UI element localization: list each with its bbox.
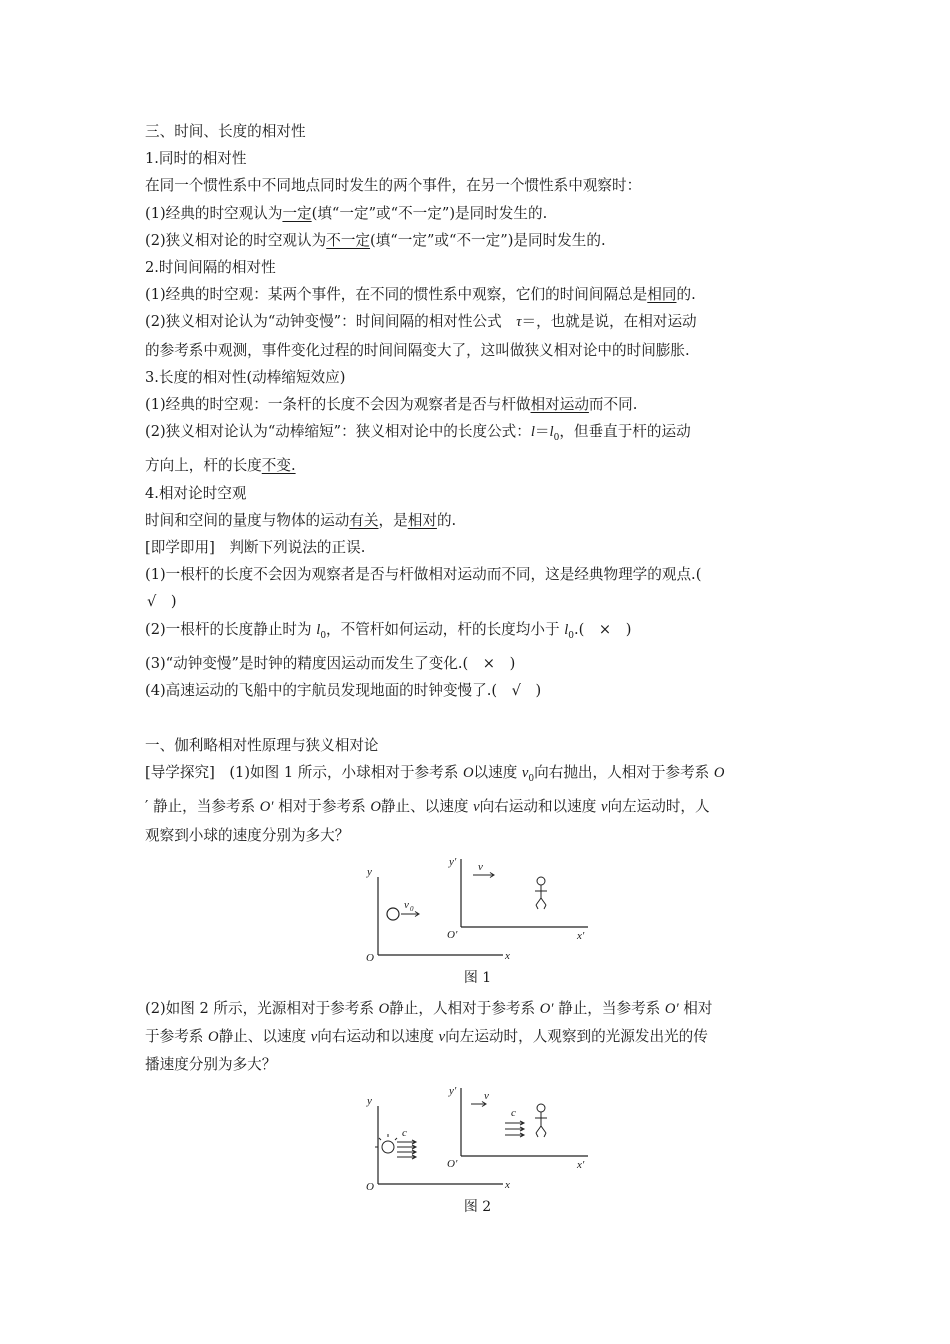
paragraph: (2)狭义相对论认为“动钟变慢”：时间间隔的相对性公式 τ＝，也就是说，在相对运动 [145, 313, 697, 331]
frame-velocity-label: v [483, 1090, 489, 1103]
velocity-label: v [403, 898, 409, 911]
svg-text:0: 0 [409, 904, 413, 913]
fill-answer: 一定 [282, 204, 312, 222]
paragraph: (2)狭义相对论认为“动棒缩短”：狭义相对论中的长度公式：$l=l_0$，但垂直于杆的运动 [145, 423, 691, 444]
tau-symbol: τ [516, 314, 522, 331]
figure-2 [363, 1084, 593, 1196]
origin-label-prime: O′ [446, 928, 457, 941]
quiz-item: (3)“动钟变慢”是时钟的精度因运动而发生了变化.( × ) [145, 654, 516, 672]
axis-label-x: x [504, 949, 510, 962]
axis-label-y: y [366, 865, 372, 878]
fill-answer: 相对运动 [530, 396, 589, 414]
quiz-heading: [即学即用] 判断下列说法的正误. [145, 538, 366, 556]
subsection-heading: 2.时间间隔的相对性 [145, 259, 276, 277]
paragraph: [导学探究] (1)如图 1 所示，小球相对于参考系 O以速度 $v_0$向右抛出，人相对于参考系 O [145, 764, 725, 785]
axis-label-x-prime: x′ [576, 1159, 584, 1172]
fill-answer: 有关 [349, 511, 379, 529]
figure-caption: 图 1 [463, 969, 492, 986]
section-title: 三、时间、长度的相对性 [145, 123, 306, 140]
axis-label-y: y [366, 1095, 372, 1108]
paragraph: (2)狭义相对论的时空观认为不一定(填“一定”或“不一定”)是同时发生的. [145, 231, 606, 249]
subsection-heading: 3.长度的相对性(动棒缩短效应) [145, 368, 346, 386]
light-rays-icon [397, 1140, 416, 1159]
frame-velocity-label: v [477, 860, 483, 873]
quiz-item: (2)一根杆的长度静止时为 $l_0$，不管杆如何运动，杆的长度均小于 $l_0$.( × ) [145, 620, 632, 641]
fill-answer: 不一定 [326, 231, 371, 249]
paragraph: 的参考系中观测，事件变化过程的时间间隔变大了，这叫做狭义相对论中的时间膨胀. [145, 341, 690, 359]
figure-caption: 图 2 [463, 1199, 492, 1216]
paragraph: (1)经典的时空观：一条杆的长度不会因为观察者是否与杆做相对运动而不同. [145, 396, 638, 414]
paragraph: (1)经典的时空观：某两个事件，在不同的惯性系中观察，它们的时间间隔总是相同的. [145, 286, 696, 304]
origin-label: O [365, 1181, 374, 1194]
light-speed-label: c [510, 1107, 516, 1120]
fill-answer: 相同 [647, 286, 677, 304]
document-page [145, 118, 810, 1218]
paragraph: 播速度分别为多大？ [145, 1056, 277, 1074]
axis-label-y-prime: y′ [448, 855, 456, 868]
origin-label-prime: O′ [446, 1158, 457, 1171]
quiz-item: (4)高速运动的飞船中的宇航员发现地面的时钟变慢了.( √ ) [145, 681, 542, 699]
figure-1 [363, 855, 593, 967]
paragraph: 时间和空间的量度与物体的运动有关，是相对的. [145, 511, 457, 529]
section-title: 一、伽利略相对性原理与狭义相对论 [145, 737, 379, 755]
origin-label: O [365, 951, 374, 964]
paragraph: (1)经典的时空观认为一定(填“一定”或“不一定”)是同时发生的. [145, 204, 548, 222]
axis-label-x: x [504, 1179, 510, 1192]
light-speed-label: c [401, 1127, 407, 1140]
paragraph: 在同一个惯性系中不同地点同时发生的两个事件，在另一个惯性系中观察时： [145, 177, 642, 195]
axis-label-x-prime: x′ [576, 929, 584, 942]
paragraph: 观察到小球的速度分别为多大？ [145, 826, 350, 844]
paragraph: (2)如图 2 所示，光源相对于参考系 O静止，人相对于参考系 O′ 静止，当参考系 O′ 相对 [145, 999, 713, 1017]
fill-answer: 不变. [261, 457, 296, 475]
fill-answer: 相对 [407, 511, 437, 529]
quiz-item: (1)一根杆的长度不会因为观察者是否与杆做相对运动而不同，这是经典物理学的观点.( [145, 566, 702, 584]
light-rays-icon [505, 1121, 524, 1137]
ball-icon [387, 908, 399, 920]
paragraph: 于参考系 O静止、以速度 v向右运动和以速度 v向左运动时，人观察到的光源发出光的传 [145, 1028, 708, 1045]
paragraph: 方向上，杆的长度不变. [145, 457, 296, 475]
axis-label-y-prime: y′ [448, 1085, 456, 1098]
paragraph: ′ 静止，当参考系 O′ 相对于参考系 O静止、以速度 v向右运动和以速度 v向左运动时，人 [145, 798, 710, 816]
subsection-heading: 1.同时的相对性 [145, 150, 247, 168]
person-icon [535, 1104, 547, 1137]
subsection-heading: 4.相对论时空观 [145, 484, 247, 502]
person-icon [535, 877, 547, 909]
quiz-item: √ ) [147, 593, 177, 611]
